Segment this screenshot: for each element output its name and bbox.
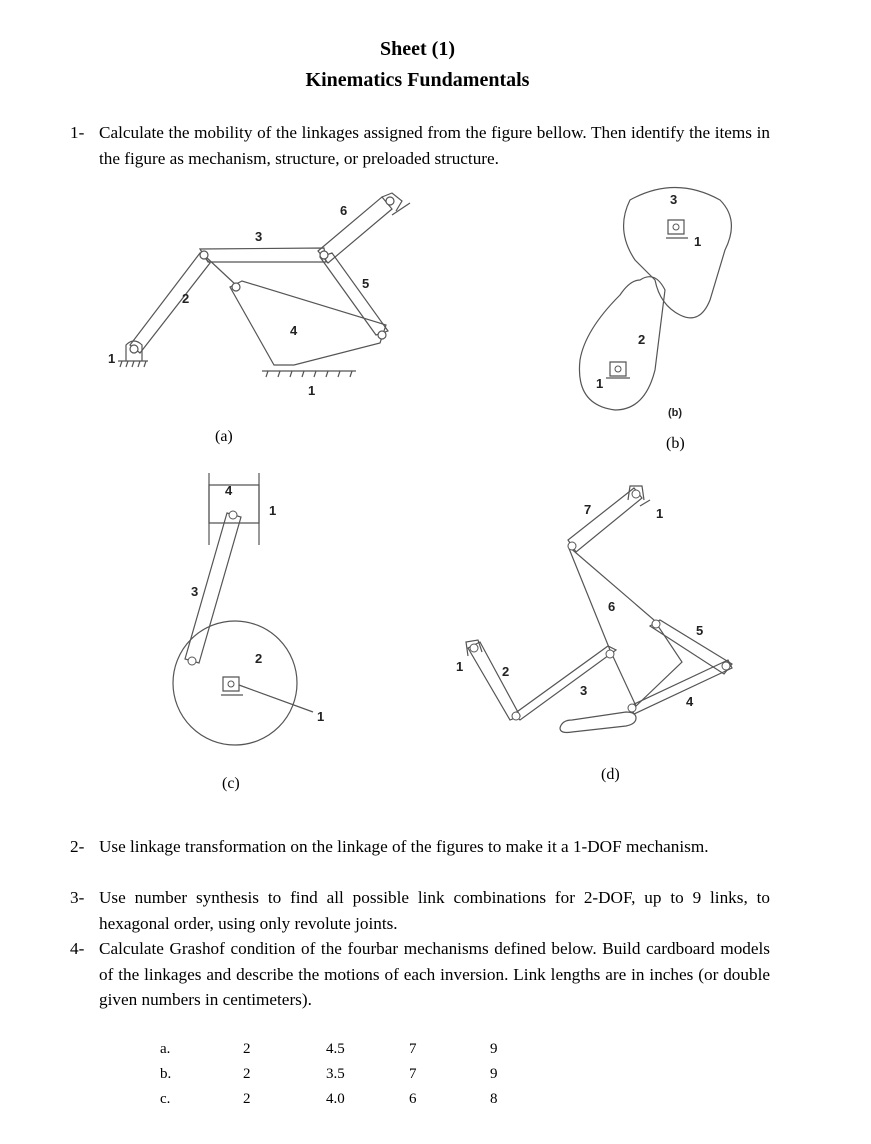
- table-cell: 4.5: [326, 1041, 345, 1057]
- link-3: [200, 248, 326, 262]
- question-4: [70, 936, 770, 1013]
- link-6: [568, 546, 682, 706]
- question-2: [70, 834, 770, 860]
- link-label: 1: [308, 383, 316, 398]
- pin-joint: [232, 283, 240, 291]
- link-label: (b): [668, 407, 683, 419]
- pin-joint: [632, 490, 640, 498]
- link-7: [568, 488, 642, 552]
- pin-joint: [378, 331, 386, 339]
- question-number: 1-: [70, 123, 85, 142]
- link-line: [206, 257, 236, 285]
- table-cell: 2: [243, 1091, 251, 1107]
- hatch: [144, 361, 146, 367]
- ground-line: [392, 203, 410, 215]
- link-label: 6: [608, 599, 616, 614]
- link-label: 5: [362, 276, 370, 291]
- question-text: Calculate the mobility of the linkages assigned from the figure bellow. Then identify the items in the figure as mechanism, structure, or preloaded structure.: [99, 123, 770, 168]
- link-label: 1: [108, 351, 116, 366]
- cam-link-3: [624, 188, 732, 318]
- question-number: 4-: [70, 939, 85, 958]
- figure-d-caption: (d): [601, 766, 620, 783]
- table-cell: 2: [243, 1041, 251, 1057]
- pin-joint: [512, 712, 520, 720]
- table-cell: 4.0: [326, 1091, 345, 1107]
- pin-joint: [568, 542, 576, 550]
- link-label: 2: [502, 664, 510, 679]
- link-label: 3: [580, 683, 588, 698]
- link-3: [514, 646, 616, 720]
- figure-a-linkage: [100, 185, 430, 410]
- pin-joint: [130, 345, 138, 353]
- link-label: 1: [269, 503, 277, 518]
- figure-c-slider-crank: [165, 465, 335, 755]
- hatch: [138, 361, 140, 367]
- link-label: 1: [456, 659, 464, 674]
- hatch: [126, 361, 128, 367]
- pin-joint: [188, 657, 196, 665]
- hatch: [350, 371, 352, 377]
- question-text: Use number synthesis to find all possible link combinations for 2-DOF, up to 9 links, to hexagonal order, using only revolute joints.: [99, 888, 770, 933]
- pin-joint: [470, 644, 478, 652]
- link-label: 4: [225, 483, 233, 498]
- table-cell: 9: [490, 1041, 498, 1057]
- pin-joint: [386, 197, 394, 205]
- table-cell: 6: [409, 1091, 417, 1107]
- pin-joint: [320, 251, 328, 259]
- figure-a-caption: (a): [215, 428, 233, 445]
- table-cell: 9: [490, 1066, 498, 1082]
- question-number: 2-: [70, 837, 85, 856]
- page-title: Kinematics Fundamentals: [305, 69, 530, 91]
- hatch: [132, 361, 134, 367]
- pin-joint: [200, 251, 208, 259]
- table-cell: 3.5: [326, 1066, 345, 1082]
- link-label: 5: [696, 623, 704, 638]
- link-label: 2: [182, 291, 190, 306]
- ground-line: [640, 500, 650, 506]
- pin-joint: [722, 662, 730, 670]
- question-text: Use linkage transformation on the linkage of the figures to make it a 1-DOF mechanism.: [99, 837, 709, 856]
- pin-joint: [628, 704, 636, 712]
- question-text: Calculate Grashof condition of the fourbar mechanisms defined below. Build cardboard models of the linkages and describe the motions of each inversion. Link lengths are in inches (or double given numbers in centimeters).: [99, 939, 770, 1009]
- hatch: [266, 371, 268, 377]
- hatch: [120, 361, 122, 367]
- cam-link-2: [579, 277, 665, 410]
- link-4: [230, 281, 386, 365]
- pin-joint: [615, 366, 621, 372]
- table-cell: 2: [243, 1066, 251, 1082]
- hatch: [302, 371, 304, 377]
- hatch: [314, 371, 316, 377]
- link-label: 3: [191, 584, 199, 599]
- pin-joint: [606, 650, 614, 658]
- figure-d-linkage: [450, 470, 750, 750]
- row-label: c.: [160, 1091, 171, 1107]
- link-label: 2: [255, 651, 263, 666]
- question-1: [70, 120, 770, 171]
- table-cell: 8: [490, 1091, 498, 1107]
- link-6: [318, 197, 392, 263]
- link-label: 7: [584, 502, 592, 517]
- question-number: 3-: [70, 888, 85, 907]
- link-label: 3: [255, 229, 263, 244]
- link-label: 6: [340, 203, 348, 218]
- figure-b-caption: (b): [666, 435, 685, 452]
- link-label: 3: [670, 192, 678, 207]
- figure-c-caption: (c): [222, 775, 240, 792]
- table-cell: 7: [409, 1041, 417, 1057]
- hatch: [290, 371, 292, 377]
- row-label: b.: [160, 1066, 172, 1082]
- link-label: 4: [290, 323, 298, 338]
- link-label: 1: [596, 376, 604, 391]
- link-label: 1: [656, 506, 664, 521]
- pin-joint: [652, 620, 660, 628]
- pin-joint: [229, 511, 237, 519]
- row-label: a.: [160, 1041, 171, 1057]
- leader-line: [239, 685, 313, 712]
- hatch: [338, 371, 340, 377]
- link-label: 2: [638, 332, 646, 347]
- link-4: [630, 660, 732, 714]
- figure-b-cam: [560, 180, 760, 425]
- link-5: [650, 620, 732, 674]
- table-cell: 7: [409, 1066, 417, 1082]
- sheet-number: Sheet (1): [380, 38, 455, 60]
- crank-disk-2: [173, 621, 297, 745]
- link-label: 1: [317, 709, 325, 724]
- pin-joint: [228, 681, 234, 687]
- pin-joint: [673, 224, 679, 230]
- hatch: [326, 371, 328, 377]
- slot: [560, 712, 636, 733]
- link-2: [130, 253, 210, 353]
- link-label: 4: [686, 694, 694, 709]
- question-3: [70, 885, 770, 936]
- link-2: [468, 642, 520, 720]
- hatch: [278, 371, 280, 377]
- link-label: 1: [694, 234, 702, 249]
